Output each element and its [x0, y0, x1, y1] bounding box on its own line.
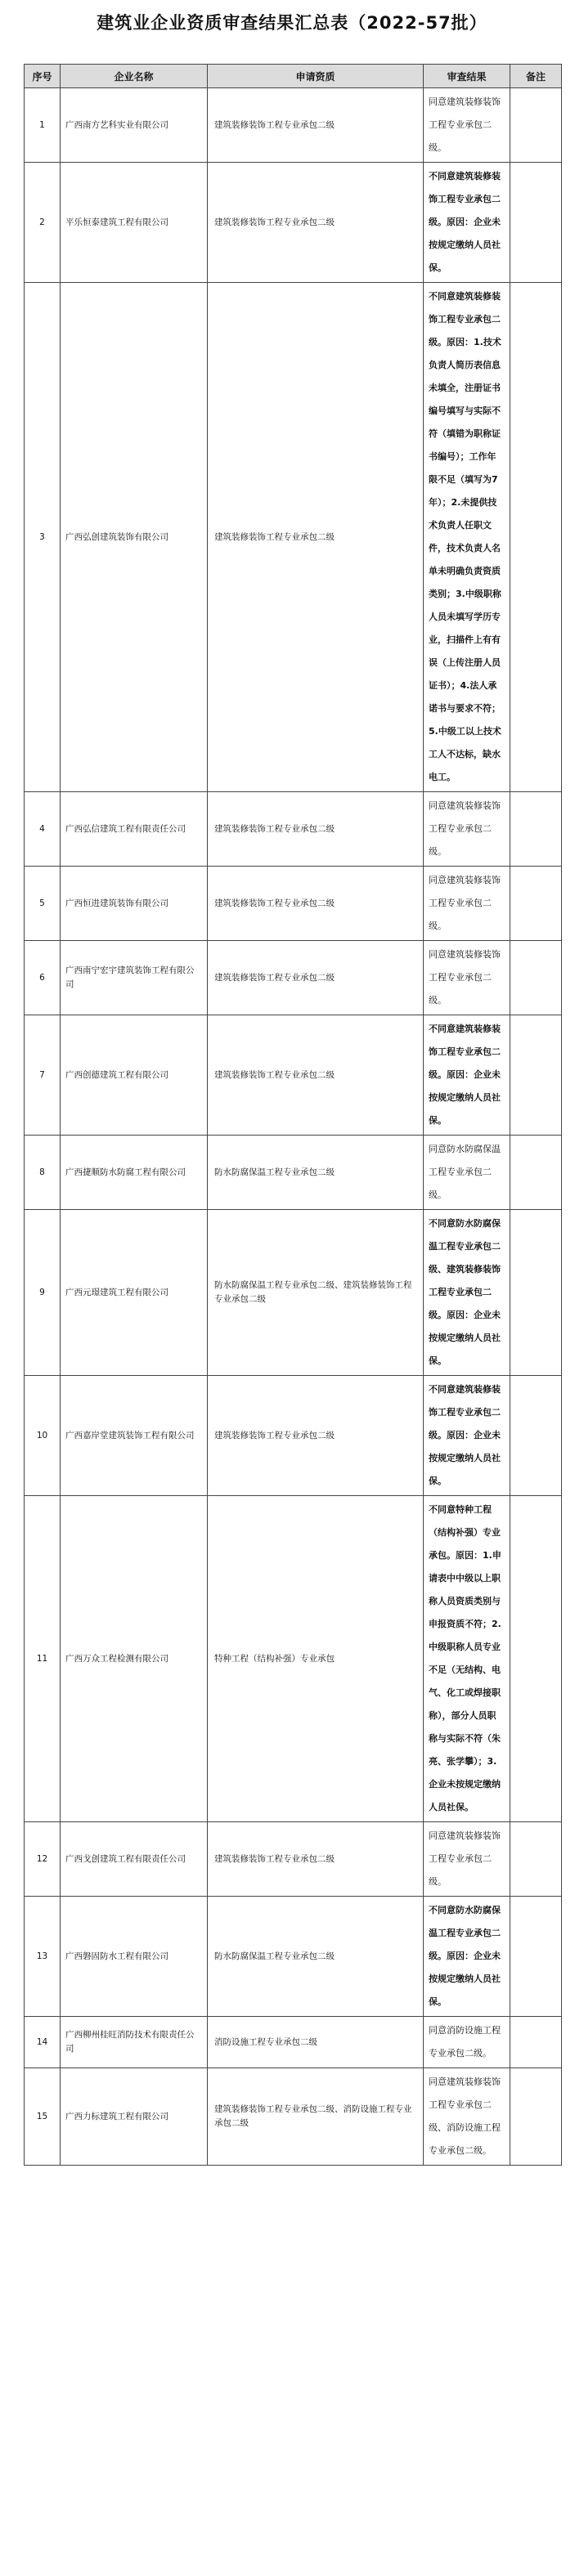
table-row: [25, 1496, 562, 1822]
cell-no: 2: [25, 163, 61, 283]
cell-result: 同意建筑装修装饰工程专业承包二级。: [424, 88, 510, 163]
cell-result: 同意建筑装修装饰工程专业承包二级、消防设施工程专业承包二级。: [424, 2068, 510, 2166]
cell-note: [510, 2017, 562, 2068]
cell-apply: 防水防腐保温工程专业承包二级: [208, 1136, 424, 1210]
cell-company: 广西南方艺科实业有限公司: [61, 88, 208, 163]
cell-no: 1: [25, 88, 61, 163]
cell-company: 广西捷顺防水防腐工程有限公司: [61, 1136, 208, 1210]
cell-result: 不同意建筑装修装饰工程专业承包二级。原因：企业未按规定缴纳人员社保。: [424, 163, 510, 283]
cell-result: 同意建筑装修装饰工程专业承包二级。: [424, 792, 510, 867]
cell-company: 广西创德建筑工程有限公司: [61, 1015, 208, 1136]
cell-company: 广西弘信建筑工程有限责任公司: [61, 792, 208, 867]
results-table: [24, 64, 562, 2166]
cell-result: 不同意建筑装修装饰工程专业承包二级。原因：企业未按规定缴纳人员社保。: [424, 1015, 510, 1136]
table-body: [25, 88, 562, 2166]
cell-no: 14: [25, 2017, 61, 2068]
cell-result: 不同意特种工程（结构补强）专业承包。原因：1.申请表中中级以上职称人员资质类别与申报资质不符；2.中级职称人员专业不足（无结构、电气、化工或焊接职称），部分人员职称与实际不符（朱亮、张学攀）；3.企业未按规定缴纳人员社保。: [424, 1496, 510, 1822]
cell-company: 广西嘉岸堂建筑装饰工程有限公司: [61, 1376, 208, 1496]
table-row: [25, 2017, 562, 2068]
cell-apply: 建筑装修装饰工程专业承包二级: [208, 1015, 424, 1136]
cell-company: 广西恒进建筑装饰有限公司: [61, 867, 208, 941]
cell-no: 9: [25, 1210, 61, 1376]
cell-no: 12: [25, 1822, 61, 1897]
cell-company: 广西弘创建筑装饰有限公司: [61, 283, 208, 792]
cell-result: 同意建筑装修装饰工程专业承包二级。: [424, 1822, 510, 1897]
table-row: [25, 283, 562, 792]
cell-no: 8: [25, 1136, 61, 1210]
cell-note: [510, 88, 562, 163]
cell-apply: 建筑装修装饰工程专业承包二级: [208, 792, 424, 867]
cell-note: [510, 1897, 562, 2017]
cell-no: 6: [25, 941, 61, 1015]
header-apply: 申请资质: [208, 65, 424, 88]
cell-note: [510, 1136, 562, 1210]
cell-note: [510, 941, 562, 1015]
cell-company: 广西柳州桂旺消防技术有限责任公司: [61, 2017, 208, 2068]
cell-apply: 建筑装修装饰工程专业承包二级: [208, 1822, 424, 1897]
table-row: [25, 1210, 562, 1376]
cell-company: 广西南宁宏宇建筑装饰工程有限公司: [61, 941, 208, 1015]
cell-result: 不同意防水防腐保温工程专业承包二级、建筑装修装饰工程专业承包二级。原因：企业未按规定缴纳人员社保。: [424, 1210, 510, 1376]
cell-apply: 特种工程（结构补强）专业承包: [208, 1496, 424, 1822]
cell-note: [510, 1015, 562, 1136]
cell-apply: 建筑装修装饰工程专业承包二级: [208, 1376, 424, 1496]
cell-result: 同意建筑装修装饰工程专业承包二级。: [424, 941, 510, 1015]
cell-apply: 建筑装修装饰工程专业承包二级: [208, 867, 424, 941]
table-header-row: [25, 65, 562, 88]
cell-note: [510, 163, 562, 283]
cell-company: 广西元璟建筑工程有限公司: [61, 1210, 208, 1376]
cell-note: [510, 1496, 562, 1822]
cell-company: 平乐恒泰建筑工程有限公司: [61, 163, 208, 283]
page-title: 建筑业企业资质审查结果汇总表（2022-57批）: [97, 13, 487, 33]
cell-note: [510, 867, 562, 941]
cell-apply: 防水防腐保温工程专业承包二级、建筑装修装饰工程专业承包二级: [208, 1210, 424, 1376]
cell-note: [510, 1210, 562, 1376]
table-row: [25, 163, 562, 283]
cell-note: [510, 1822, 562, 1897]
cell-result: 不同意建筑装修装饰工程专业承包二级。原因：企业未按规定缴纳人员社保。: [424, 1376, 510, 1496]
table-row: [25, 941, 562, 1015]
cell-no: 15: [25, 2068, 61, 2166]
cell-result: 同意建筑装修装饰工程专业承包二级。: [424, 867, 510, 941]
cell-company: 广西力标建筑工程有限公司: [61, 2068, 208, 2166]
cell-apply: 建筑装修装饰工程专业承包二级、消防设施工程专业承包二级: [208, 2068, 424, 2166]
header-result: 审查结果: [424, 65, 510, 88]
cell-result: 同意防水防腐保温工程专业承包二级。: [424, 1136, 510, 1210]
cell-no: 3: [25, 283, 61, 792]
cell-no: 7: [25, 1015, 61, 1136]
table-row: [25, 1015, 562, 1136]
cell-result: 不同意防水防腐保温工程专业承包二级。原因：企业未按规定缴纳人员社保。: [424, 1897, 510, 2017]
table-row: [25, 88, 562, 163]
cell-no: 13: [25, 1897, 61, 2017]
cell-apply: 建筑装修装饰工程专业承包二级: [208, 941, 424, 1015]
cell-no: 11: [25, 1496, 61, 1822]
cell-company: 广西磐固防水工程有限公司: [61, 1897, 208, 2017]
cell-result: 不同意建筑装修装饰工程专业承包二级。原因：1.技术负责人简历表信息未填全，注册证书编号填写与实际不符（填错为职称证书编号）；工作年限不足（填写为7年）；2.未提供技术负责人任职文件，技术负责人名单未明确负责资质类别；3.中级职称人员未填写学历专业，扫描件上有有误（上传注册人员证书）；4.法人承诺书与要求不符；5.中级工以上技术工人不达标，缺水电工。: [424, 283, 510, 792]
cell-no: 5: [25, 867, 61, 941]
cell-note: [510, 1376, 562, 1496]
table-row: [25, 2068, 562, 2166]
table-row: [25, 1136, 562, 1210]
cell-company: 广西戈创建筑工程有限责任公司: [61, 1822, 208, 1897]
table-row: [25, 1822, 562, 1897]
cell-no: 4: [25, 792, 61, 867]
header-note: 备注: [510, 65, 562, 88]
header-no: 序号: [25, 65, 61, 88]
cell-apply: 建筑装修装饰工程专业承包二级: [208, 283, 424, 792]
cell-note: [510, 2068, 562, 2166]
table-row: [25, 792, 562, 867]
cell-apply: 防水防腐保温工程专业承包二级: [208, 1897, 424, 2017]
cell-result: 同意消防设施工程专业承包二级。: [424, 2017, 510, 2068]
header-company: 企业名称: [61, 65, 208, 88]
cell-apply: 建筑装修装饰工程专业承包二级: [208, 163, 424, 283]
table-row: [25, 1897, 562, 2017]
cell-note: [510, 792, 562, 867]
cell-apply: 消防设施工程专业承包二级: [208, 2017, 424, 2068]
cell-apply: 建筑装修装饰工程专业承包二级: [208, 88, 424, 163]
cell-company: 广西万众工程检测有限公司: [61, 1496, 208, 1822]
cell-note: [510, 283, 562, 792]
cell-no: 10: [25, 1376, 61, 1496]
table-row: [25, 867, 562, 941]
table-row: [25, 1376, 562, 1496]
